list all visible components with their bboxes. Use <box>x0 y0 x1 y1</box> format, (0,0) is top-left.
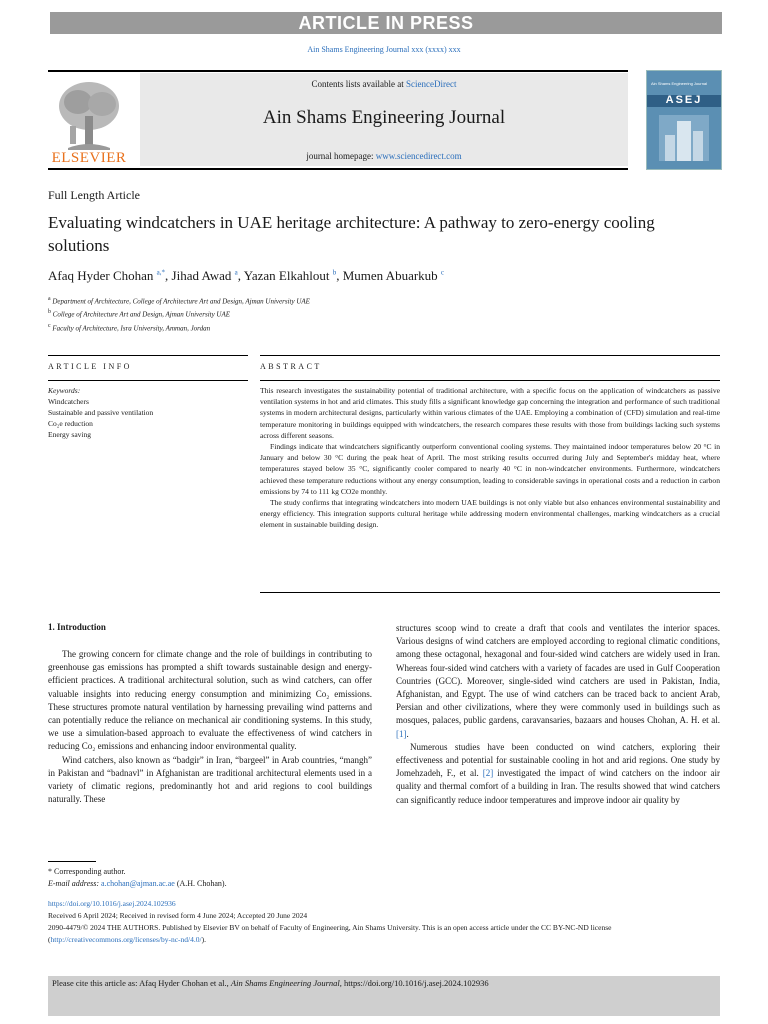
citation-link[interactable]: [1] <box>396 728 407 739</box>
abstract-heading-rule <box>260 380 720 381</box>
affiliations <box>48 294 310 334</box>
author-affiliation-mark[interactable]: b <box>332 268 337 277</box>
article-info-heading: ARTICLE INFO <box>48 362 132 371</box>
body-paragraph: The growing concern for climate change and the role of buildings in contributing to greenhouse gas emissions has prompted a shift towards sustainable design and energy-efficient practices. A traditional architectural solution, such as wind catchers, can offer valuable insights into reducing energy consumption and minimizing Co₂ emissions. These structures promote natural ventilation by harnessing prevailing wind patterns and can potentially reduce the reliance on mechanical air conditioning systems. In this study, we use a simulation-based approach to evaluate the effectiveness of wind catchers in reducing Co₂ emissions and enhancing indoor environmental quality. <box>48 649 372 752</box>
author-affiliation-mark[interactable]: a,* <box>156 268 166 277</box>
sciencedirect-link[interactable]: ScienceDirect <box>406 79 457 89</box>
body-paragraph: structures scoop wind to create a draft that cools and ventilates the interior spaces. Various designs of wind catchers are employed according to regional climatic conditions, among these octagonal, hexagonal and four-sided wind catchers are widely used in Iran. Whereas four-sided wind catchers with a variety of facades are used in Gulf Cooperation Countries (GCC). Moreover, single-sided wind catchers are used in Pakistan, India, Afghanistan, and Egypt. The use of wind catchers can be traced back to ancient Arab, Persian and other civilizations, where they were commonly used in buildings such as mosques, palaces, public gardens, caravansaries, bazaars and houses Chohan, A. H. et al. [1]. <box>396 623 720 739</box>
keyword-item: Energy saving <box>48 430 91 439</box>
abstract-paragraph: Findings indicate that windcatchers significantly outperform conventional cooling systems. They maintained indoor temperatures below 20 °C in January and below 30 °C during the peak heat of April. The most striking results occurred during July and September's midday heat, where temperatures stayed below 35 °C, significantly cooler compared to nearly 40 °C in non-windcatcher environments. Furthermore, windcatchers achieved these temperature reductions without any energy consumption, leading to considerable savings in operational costs and a reduction in carbon emissions by 74 to 111 kg CO2e monthly. <box>260 442 720 496</box>
author-name[interactable]: Mumen Abuarkub <box>342 268 438 283</box>
email-link[interactable]: a.chohan@ajman.ac.ae <box>101 879 175 888</box>
abstract-paragraph: The study confirms that integrating windcatchers into modern UAE buildings is not only viable but also enhances environmental sustainability and energy efficiency. This integration supports cultural heritage while addressing modern environmental challenges, marking windcatchers as a crucial element in sustainable building design. <box>260 498 720 530</box>
received-dates: Received 6 April 2024; Received in revised form 4 June 2024; Accepted 20 June 2024 <box>48 911 308 920</box>
masthead-top-rule <box>48 70 628 72</box>
keyword-item: Sustainable and passive ventilation <box>48 408 154 417</box>
citation-text: Please cite this article as: Afaq Hyder Chohan et al., Ain Shams Engineering Journal, https://doi.org/10.1016/j.asej.2024.102936 <box>52 978 489 988</box>
journal-title: Ain Shams Engineering Journal <box>262 107 506 128</box>
keywords-block <box>48 385 153 440</box>
journal-cover-thumbnail[interactable] <box>646 70 722 170</box>
masthead-bottom-rule <box>48 168 628 170</box>
article-in-press-banner: ARTICLE IN PRESS <box>50 12 722 34</box>
contents-line <box>140 79 628 89</box>
body-paragraph: Numerous studies have been conducted on wind catchers, exploring their effectiveness and potential for sustainable cooling in hot and arid regions. One study by Jomehzadeh, F., et al. [2] investigated the impact of wind catchers on the indoor air quality and thermal comfort of a building in Iran. The results showed that wind catchers can significantly reduce indoor temperatures and improve indoor air quality by <box>396 741 720 805</box>
citation-link[interactable]: [2] <box>482 768 494 779</box>
footnotes <box>48 866 720 890</box>
abstract-paragraph: This research investigates the sustainability potential of traditional architecture, with a specific focus on the application of windcatchers as passive ventilation systems in hot and arid climates. This study fills a significant knowledge gap concerning the integration and performance of such traditional systems in modern architectural designs, particularly within various climates of the UAE. Employing a combination of (CFD) simulation and real-time temperature monitoring in buildings equipped with windcatchers, the research compares these results with those from buildings lacking such systems across different seasons. <box>260 386 721 440</box>
author-name[interactable]: Jihad Awad <box>171 268 232 283</box>
article-type: Full Length Article <box>48 188 140 202</box>
author-name[interactable]: Yazan Elkahlout <box>243 268 330 283</box>
cover-building-icon <box>659 115 709 161</box>
author-affiliation-mark[interactable]: c <box>440 268 445 277</box>
homepage-line <box>140 151 628 161</box>
doi-block <box>48 898 720 946</box>
body-paragraph: Wind catchers, also known as “badgir” in Iran, “bargeel” in Arab countries, “mangh” in Pakistan and “badnavl” in Afghanistan are traditional architectural elements used in a variety of climatic regions, predominantly hot and arid regions to cool buildings naturally. These <box>48 754 372 805</box>
info-top-rule <box>48 355 248 356</box>
footnote-rule <box>48 861 96 862</box>
contents-prefix: Contents lists available at <box>311 79 406 89</box>
abstract-bottom-rule <box>260 592 720 593</box>
license-text: 2090-4479/© 2024 THE AUTHORS. Published by Elsevier BV on behalf of Faculty of Engineering, Ain Shams University. This is an open access article under the CC BY-NC-ND license (http://creativecommons.org/licenses/by-nc-nd/4.0/). <box>48 923 612 944</box>
abstract-heading: ABSTRACT <box>260 362 322 371</box>
info-heading-rule <box>48 380 248 381</box>
abstract-top-rule <box>260 355 720 356</box>
author-name[interactable]: Afaq Hyder Chohan <box>48 268 154 283</box>
author-affiliation-mark[interactable]: a <box>234 268 238 277</box>
keyword-item: Windcatchers <box>48 397 89 406</box>
license-link[interactable]: http://creativecommons.org/licenses/by-nc-nd/4.0/ <box>50 935 202 944</box>
elsevier-wordmark: ELSEVIER <box>51 150 127 166</box>
article-title: Evaluating windcatchers in UAE heritage architecture: A pathway to zero-energy cooling solutions <box>48 213 655 255</box>
email-label: E-mail address: <box>48 879 102 888</box>
doi-link[interactable]: https://doi.org/10.1016/j.asej.2024.102936 <box>48 899 176 908</box>
section-heading-introduction: 1. Introduction <box>48 622 106 632</box>
affiliation-item: $^b$ College of Architecture Art and Design, Ajman University UAE <box>48 309 231 319</box>
email-line: E-mail address: a.chohan@ajman.ac.ae (A.H. Chohan). <box>48 879 227 888</box>
abstract-body <box>260 385 720 531</box>
journal-reference-link[interactable]: Ain Shams Engineering Journal xxx (xxxx) xxx <box>307 45 461 54</box>
keywords-label: Keywords: <box>48 386 81 395</box>
cover-small-text: Ain Shams Engineering Journal <box>651 81 708 86</box>
corresponding-author-note: * Corresponding author. <box>48 867 126 876</box>
author-list: Afaq Hyder Chohan $^{a,*}$, Jihad Awad $^a$, Yazan Elkahlout $^b$, Mumen Abuarkub $^c$ <box>48 268 445 283</box>
homepage-prefix: journal homepage: <box>306 151 376 161</box>
cover-label: ASEJ <box>665 94 703 106</box>
body-column-left <box>48 648 372 806</box>
body-column-right <box>396 622 720 807</box>
affiliation-item: $^a$ Department of Architecture, College of Architecture Art and Design, Ajman University UAE <box>48 296 310 306</box>
keyword-item: Co₂e reduction <box>48 419 93 428</box>
affiliation-item: $^c$ Faculty of Architecture, Isra University, Amman, Jordan <box>48 322 211 332</box>
homepage-link[interactable]: www.sciencedirect.com <box>375 151 462 161</box>
